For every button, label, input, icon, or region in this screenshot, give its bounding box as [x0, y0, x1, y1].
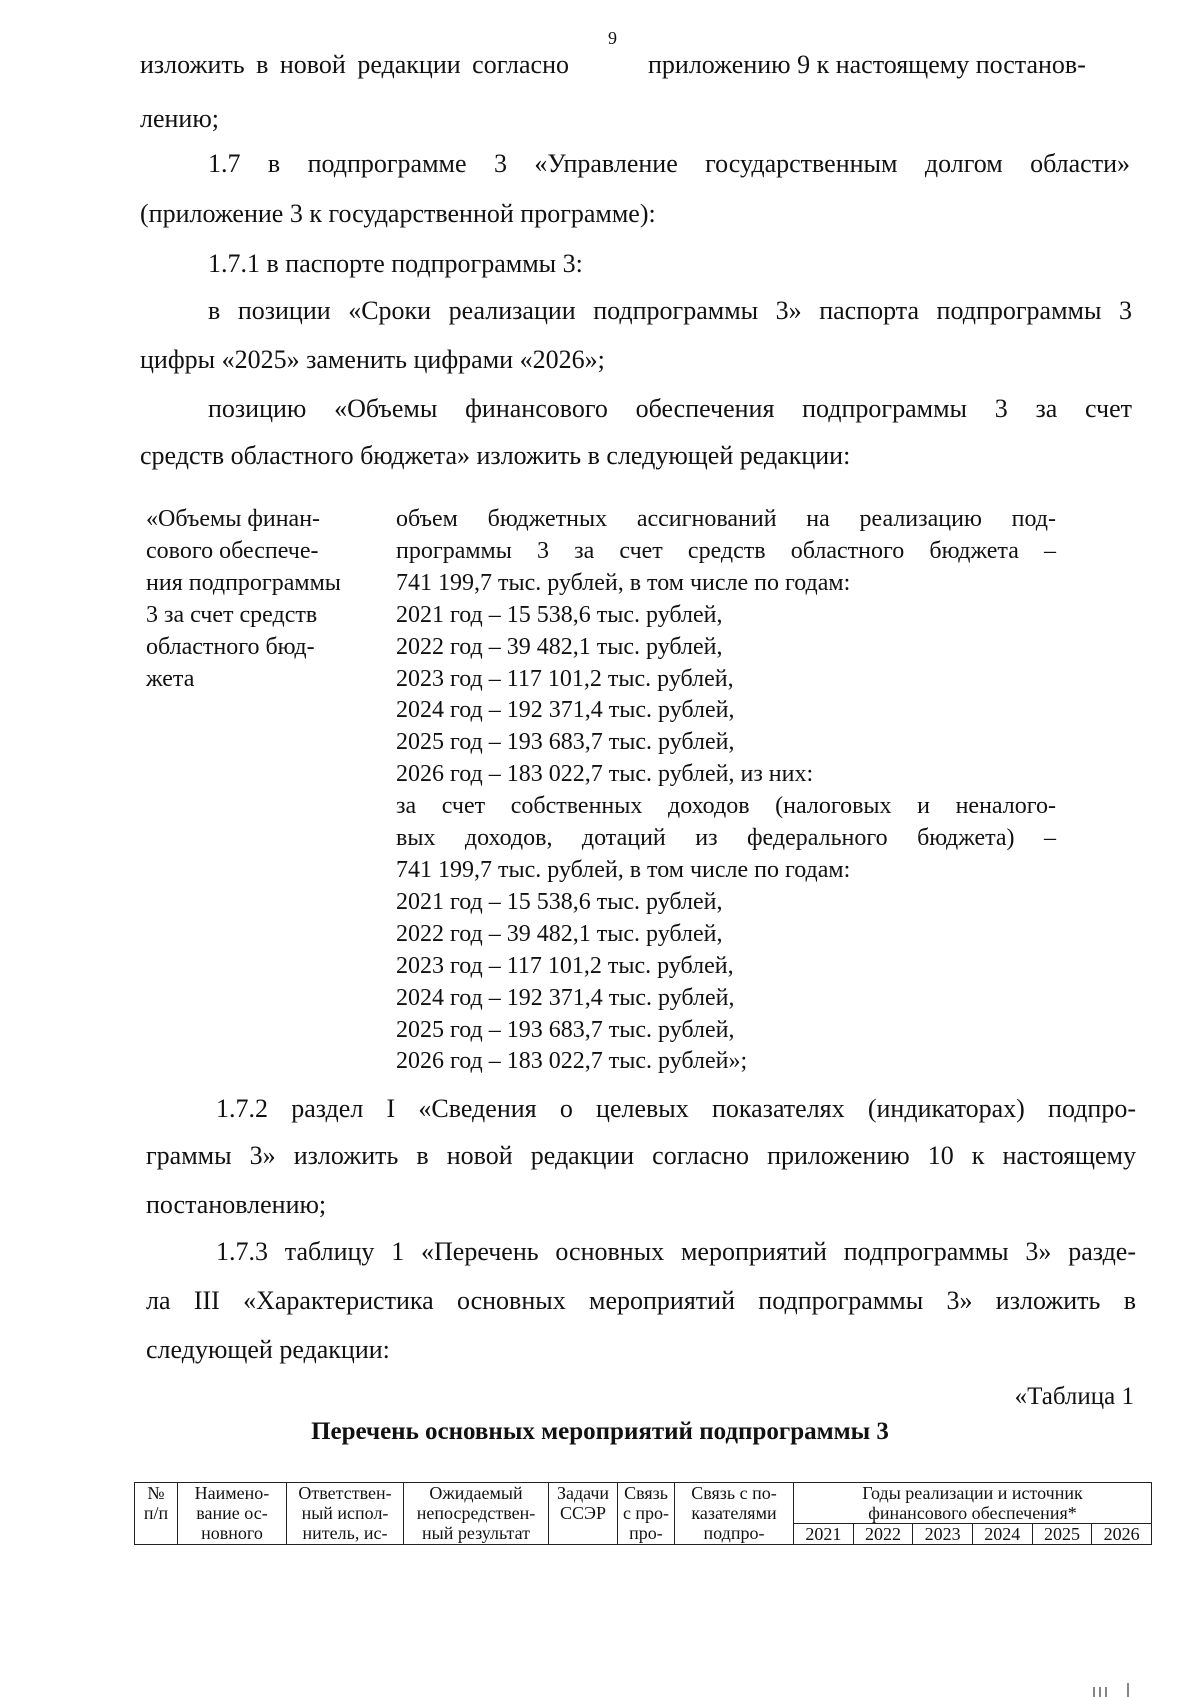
- passport-value-line: вых доходов, дотаций из федерального бюджета) –: [396, 825, 1056, 852]
- paragraph-line: лению;: [140, 104, 219, 133]
- passport-value-line: 2025 год – 193 683,7 тыс. рублей,: [396, 729, 735, 756]
- year-2026: 2026: [1092, 1524, 1152, 1545]
- header-expected-result: Ожидаемый непосредствен- ный результат: [404, 1483, 549, 1545]
- passport-value-line: 741 199,7 тыс. рублей, в том числе по годам:: [396, 569, 851, 596]
- paragraph-line: следующей редакции:: [146, 1335, 390, 1364]
- passport-value-line: 2022 год – 39 482,1 тыс. рублей,: [396, 633, 723, 660]
- paragraph-line: приложению 9 к настоящему постанов-: [648, 50, 1086, 79]
- page-number: 9: [608, 28, 617, 48]
- table-caption: «Таблица 1: [1014, 1383, 1134, 1410]
- paragraph-line: средств областного бюджета» изложить в следующей редакции:: [140, 441, 851, 470]
- passport-value-line: 2026 год – 183 022,7 тыс. рублей»;: [396, 1048, 748, 1075]
- header-link-programs: Связь с про- про-: [618, 1483, 675, 1545]
- passport-value-line: объем бюджетных ассигнований на реализацию под-: [396, 506, 1056, 532]
- paragraph-line: 1.7.3 таблицу 1 «Перечень основных мероприятий подпрограммы 3» разде-: [216, 1237, 1136, 1266]
- measures-table: [134, 1482, 1152, 1545]
- header-tasks: Задачи ССЭР: [549, 1483, 618, 1545]
- passport-value-line: 2021 год – 15 538,6 тыс. рублей,: [396, 601, 723, 628]
- header-responsible: Ответствен- ный испол- нитель, ис-: [287, 1483, 404, 1545]
- year-2023: 2023: [913, 1524, 973, 1545]
- passport-value-line: 2024 год – 192 371,4 тыс. рублей,: [396, 984, 735, 1011]
- year-2022: 2022: [853, 1524, 913, 1545]
- passport-label: [146, 504, 341, 695]
- passport-value-line: программы 3 за счет средств областного бюджета –: [396, 537, 1056, 564]
- header-link-indicators: Связь с по- казателями подпро-: [675, 1483, 794, 1545]
- paragraph-line: изложить в новой редакции согласно: [140, 50, 570, 79]
- paragraph-line: ла III «Характеристика основных мероприятий подпрограммы 3» изложить в: [146, 1286, 1136, 1315]
- paragraph-line: постановлению;: [146, 1190, 327, 1219]
- passport-label-line: 3 за счет средств: [146, 601, 318, 628]
- passport-label-line: ния подпрограммы: [146, 569, 341, 596]
- passport-value-line: 2025 год – 193 683,7 тыс. рублей,: [396, 1016, 735, 1043]
- passport-label-line: жета: [146, 665, 195, 692]
- table-title: Перечень основных мероприятий подпрограммы 3: [311, 1418, 889, 1445]
- passport-value-line: 2021 год – 15 538,6 тыс. рублей,: [396, 888, 723, 915]
- passport-value-line: 741 199,7 тыс. рублей, в том числе по годам:: [396, 856, 851, 883]
- passport-value: [396, 504, 1056, 1078]
- passport-value-line: 2023 год – 117 101,2 тыс. рублей,: [396, 665, 734, 692]
- passport-value-line: 2024 год – 192 371,4 тыс. рублей,: [396, 697, 735, 724]
- year-2024: 2024: [972, 1524, 1032, 1545]
- paragraph-line: цифры «2025» заменить цифрами «2026»;: [140, 345, 605, 374]
- header-name: Наимено- вание ос- новного: [178, 1483, 287, 1545]
- paragraph-line: 1.7.2 раздел I «Сведения о целевых показателях (индикаторах) подпро-: [216, 1094, 1136, 1123]
- passport-value-line: 2026 год – 183 022,7 тыс. рублей, из них:: [396, 761, 814, 788]
- passport-label-line: областного бюд-: [146, 633, 315, 660]
- passport-value-line: 2022 год – 39 482,1 тыс. рублей,: [396, 920, 723, 947]
- paragraph-line: в позиции «Сроки реализации подпрограммы 3» паспорта подпрограммы 3: [208, 296, 1132, 325]
- paragraph-line: граммы 3» изложить в новой редакции согласно приложению 10 к настоящему: [146, 1141, 1136, 1170]
- header-number: № п/п: [135, 1483, 178, 1545]
- year-2025: 2025: [1032, 1524, 1092, 1545]
- table-header-row: [135, 1483, 1152, 1524]
- passport-value-line: 2023 год – 117 101,2 тыс. рублей,: [396, 952, 734, 979]
- passport-label-line: «Объемы финан-: [146, 506, 321, 532]
- passport-value-line: за счет собственных доходов (налоговых и неналого-: [396, 793, 1056, 820]
- paragraph-line: 1.7.1 в паспорте подпрограммы 3:: [208, 249, 583, 278]
- paragraph-line: позицию «Объемы финансового обеспечения подпрограммы 3 за счет: [208, 394, 1132, 423]
- passport-label-line: сового обеспече-: [146, 537, 319, 564]
- scan-artifact: [1092, 1683, 1132, 1697]
- year-2021: 2021: [794, 1524, 854, 1545]
- header-years-financing: Годы реализации и источник финансового обеспечения*: [794, 1483, 1152, 1524]
- paragraph-line: (приложение 3 к государственной программе):: [140, 199, 656, 228]
- paragraph-line: 1.7 в подпрограмме 3 «Управление государственным долгом области»: [208, 149, 1130, 178]
